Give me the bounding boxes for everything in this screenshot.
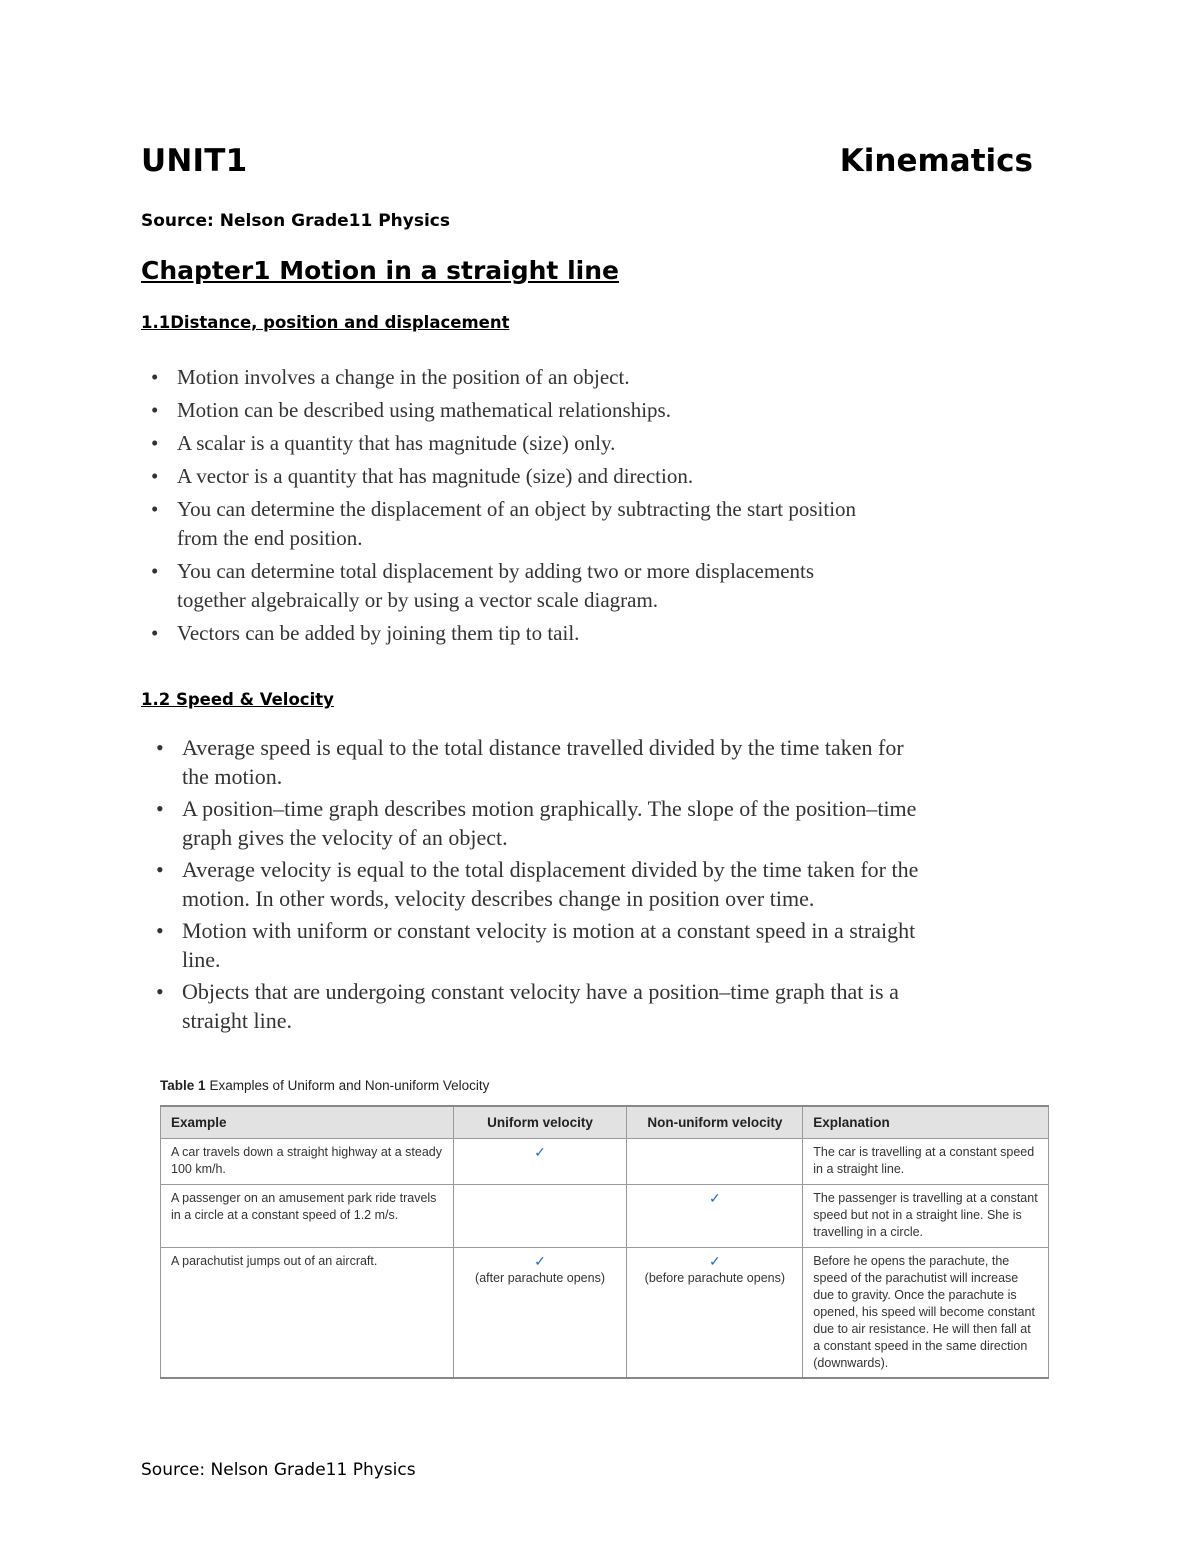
cell-explanation: The passenger is travelling at a constant speed but not in a straight line. She is travelling in a circle. <box>803 1185 1049 1248</box>
list-item: • Average velocity is equal to the total displacement divided by the time taken for the motion. In other words, velocity describes change in position over time. <box>182 855 922 913</box>
column-header-explanation: Explanation <box>803 1106 1049 1139</box>
table-caption <box>160 1078 489 1093</box>
cell-nonuniform <box>627 1139 803 1185</box>
table-header-row <box>161 1106 1049 1139</box>
list-item: • A position–time graph describes motion graphically. The slope of the position–time graph gives the velocity of an object. <box>182 794 922 852</box>
section-title-1-1: 1.1Distance, position and displacement <box>141 313 510 332</box>
table-row <box>161 1139 1049 1185</box>
velocity-examples-table <box>160 1105 1049 1379</box>
table-caption-text: Examples of Uniform and Non-uniform Velocity <box>209 1078 490 1093</box>
cell-explanation: The car is travelling at a constant speed in a straight line. <box>803 1139 1049 1185</box>
table-row <box>161 1248 1049 1379</box>
list-item: • You can determine total displacement by adding two or more displacements together algebraically or by using a vector scale diagram. <box>177 557 857 615</box>
cell-nonuniform <box>627 1248 803 1379</box>
list-item: • Motion involves a change in the position of an object. <box>177 363 857 392</box>
list-item: • A scalar is a quantity that has magnitude (size) only. <box>177 429 857 458</box>
list-item: • Motion with uniform or constant velocity is motion at a constant speed in a straight line. <box>182 916 922 974</box>
source-line: Source: Nelson Grade11 Physics <box>141 211 451 231</box>
bullet-list-1-2 <box>182 733 922 1038</box>
cell-note: (before parachute opens) <box>644 1271 786 1285</box>
cell-example: A car travels down a straight highway at a steady 100 km/h. <box>161 1139 454 1185</box>
cell-example: A passenger on an amusement park ride travels in a circle at a constant speed of 1.2 m/s. <box>161 1185 454 1248</box>
section-title-1-2: 1.2 Speed & Velocity <box>141 690 334 709</box>
cell-uniform <box>453 1185 627 1248</box>
bullet-list-1-1 <box>177 363 857 652</box>
list-item: • Average speed is equal to the total distance travelled divided by the time taken for the motion. <box>182 733 922 791</box>
cell-example: A parachutist jumps out of an aircraft. <box>161 1248 454 1379</box>
chapter-title: Chapter1 Motion in a straight line <box>141 256 619 285</box>
check-mark-icon: ✓ <box>534 1144 546 1160</box>
list-item: • Vectors can be added by joining them tip to tail. <box>177 619 857 648</box>
cell-explanation: Before he opens the parachute, the speed of the parachutist will increase due to gravity. Once the parachute is opened, his speed will become constant due to air resistance. He will then fall at a constant speed in the same direction (downwards). <box>803 1248 1049 1379</box>
check-mark-icon: ✓ <box>534 1253 546 1269</box>
list-item: • Objects that are undergoing constant velocity have a position–time graph that is a straight line. <box>182 977 922 1035</box>
list-item: • A vector is a quantity that has magnitude (size) and direction. <box>177 462 857 491</box>
cell-uniform <box>453 1248 627 1379</box>
check-mark-icon: ✓ <box>708 1190 721 1206</box>
column-header-nonuniform: Non-uniform velocity <box>627 1106 803 1139</box>
column-header-uniform: Uniform velocity <box>453 1106 627 1139</box>
cell-nonuniform <box>627 1185 803 1248</box>
unit-title: UNIT1 <box>141 143 248 179</box>
list-item: • Motion can be described using mathematical relationships. <box>177 396 857 425</box>
list-item: • You can determine the displacement of an object by subtracting the start position from the end position. <box>177 495 857 553</box>
cell-uniform <box>453 1139 627 1185</box>
footer-source: Source: Nelson Grade11 Physics <box>141 1460 416 1480</box>
column-header-example: Example <box>161 1106 454 1139</box>
table-caption-label: Table 1 <box>160 1078 206 1093</box>
cell-note: (after parachute opens) <box>475 1271 605 1285</box>
table-row <box>161 1185 1049 1248</box>
unit-topic: Kinematics <box>839 143 1033 179</box>
check-mark-icon: ✓ <box>708 1253 721 1269</box>
